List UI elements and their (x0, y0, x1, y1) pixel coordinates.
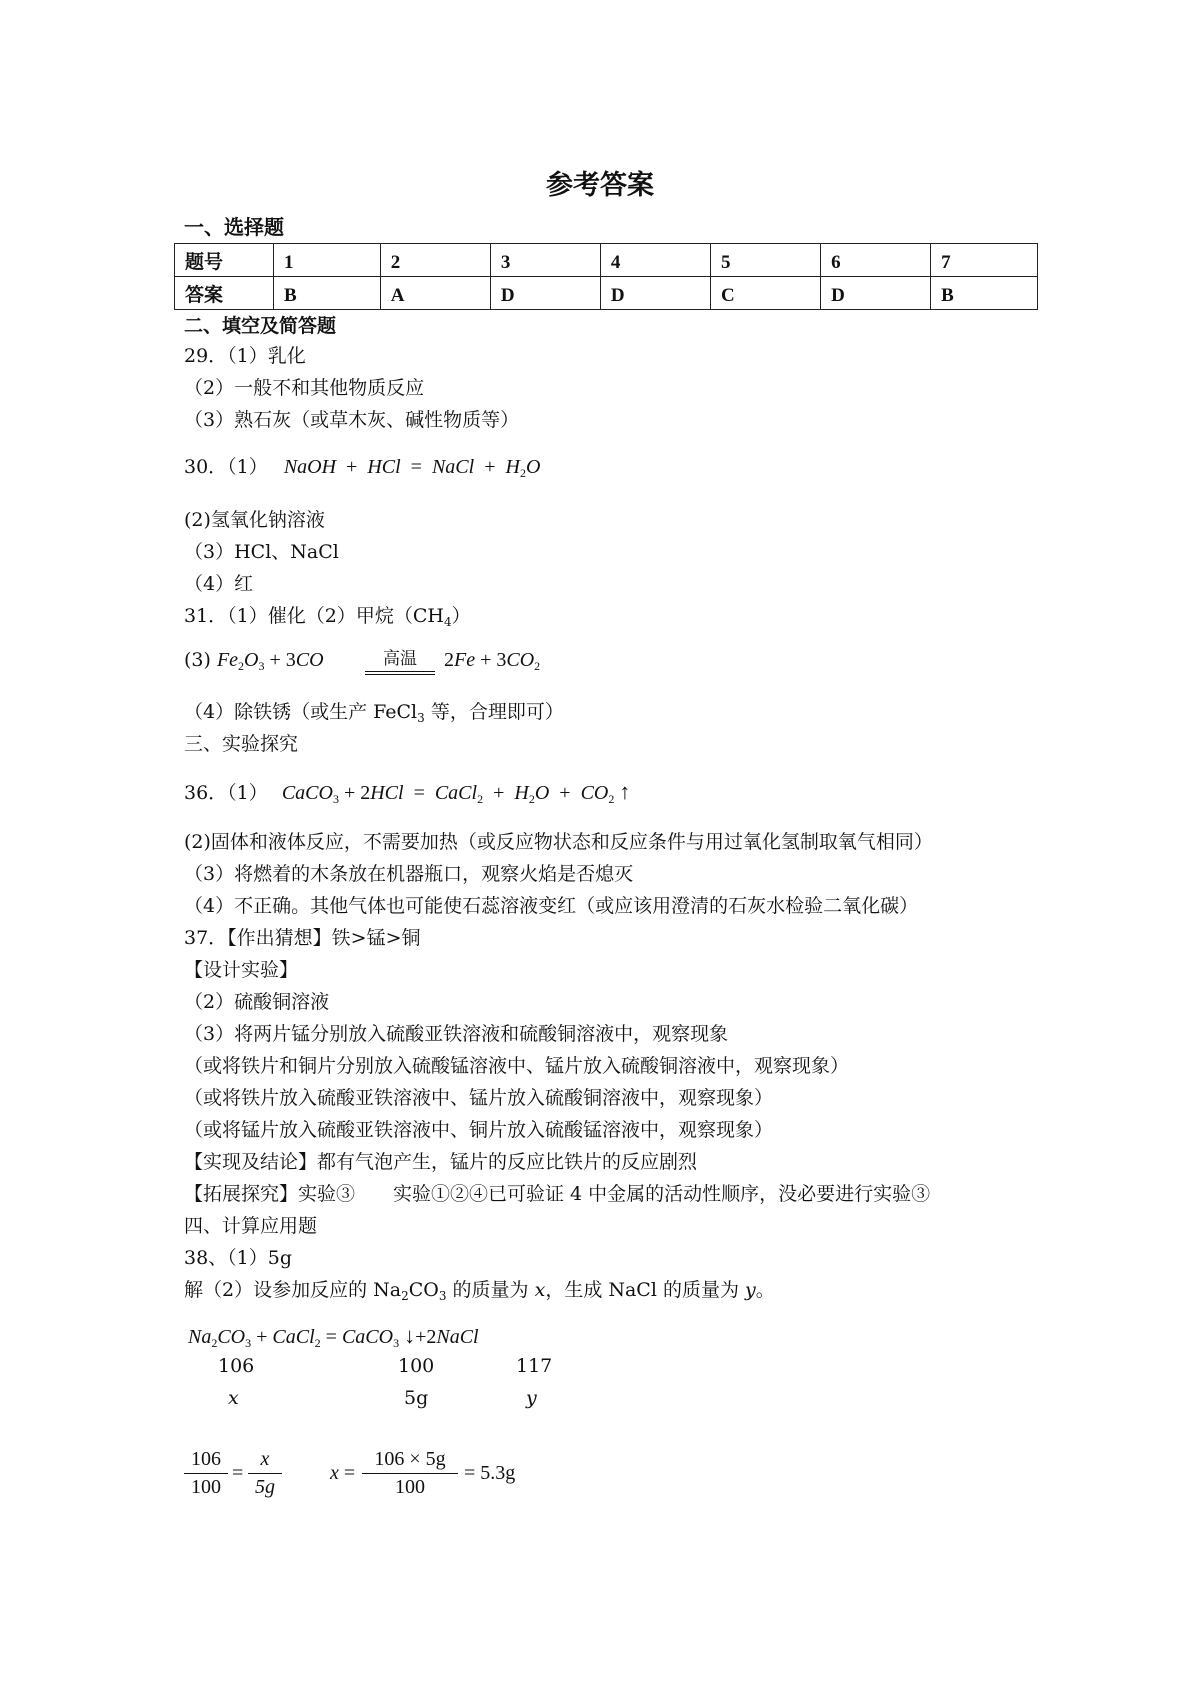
q37-line8: 【实现及结论】都有气泡产生，锰片的反应比铁片的反应剧烈 (184, 1151, 698, 1173)
page-title: 参考答案 (546, 170, 654, 201)
q37-line5: （或将铁片和铜片分别放入硫酸锰溶液中、锰片放入硫酸铜溶液中，观察现象） (184, 1055, 850, 1077)
coef: 2 (444, 649, 454, 671)
formula-o: O (534, 782, 550, 804)
q38-equation (188, 1324, 479, 1349)
subscript: 3 (438, 1289, 447, 1303)
q31-line4 (184, 700, 564, 724)
table-header-cell: 题号 (175, 244, 274, 277)
numerator: x (248, 1448, 282, 1474)
q38-l2-b: CO (408, 1279, 439, 1301)
q31-l4-b: 等，合理即可） (424, 701, 564, 723)
var-y-mass: y (526, 1387, 537, 1409)
subscript: 2 (238, 659, 245, 673)
high-temp-condition (365, 648, 435, 678)
fraction-x-5g (248, 1448, 282, 1499)
q37-line6: （或将铁片放入硫酸亚铁溶液中、锰片放入硫酸铜溶液中，观察现象） (184, 1087, 774, 1109)
q31-text-a: 31．（1）催化（2）甲烷（CH (184, 605, 444, 627)
q31-equation-products (444, 648, 540, 672)
formula-fe: Fe (216, 649, 239, 671)
formula-h: H (505, 456, 520, 478)
mass-100: 100 (398, 1355, 435, 1377)
q36-equation: CaCO$_3$ + 2HCl = CaCl$_2$ + $H_2O + CO_2$ ↑ (281, 779, 631, 806)
var-y: y (745, 1279, 756, 1301)
table-cell: 1 (274, 244, 381, 277)
formula-co2: CO (580, 782, 609, 804)
table-cell: 2 (380, 244, 490, 277)
numerator: 106 (184, 1448, 228, 1474)
subscript: 2 (314, 1336, 321, 1350)
plus-coef: +2 (415, 1326, 437, 1348)
formula-caco3: CaCO (281, 782, 333, 804)
table-cell: D (490, 277, 600, 310)
subscript: 2 (477, 792, 484, 806)
q30-line3: （3）HCl、NaCl (184, 541, 339, 563)
table-cell: D (600, 277, 710, 310)
plus-coef: + 3 (269, 649, 296, 671)
q31-line1 (184, 604, 471, 628)
q29-line1: 29．（1）乳化 (184, 345, 306, 367)
q37-line7: （或将锰片放入硫酸亚铁溶液中、铜片放入硫酸锰溶液中，观察现象） (184, 1119, 774, 1141)
fraction-106-100 (184, 1448, 228, 1499)
subscript: 4 (443, 615, 452, 629)
formula-nacl: NaCl (431, 456, 475, 478)
q31-products (444, 649, 540, 671)
formula-nacl: NaCl (436, 1326, 479, 1348)
formula-fe: Fe (454, 649, 476, 671)
equals-sign: = (232, 1462, 244, 1484)
table-cell: 7 (931, 244, 1038, 277)
formula-caco: CaCO (341, 1326, 394, 1348)
q37-line3: （2）硫酸铜溶液 (184, 991, 330, 1013)
q30-line4: （4）红 (184, 573, 254, 595)
q31-l4-a: （4）除铁锈（或生产 FeCl (184, 701, 418, 723)
table-row (175, 244, 1038, 277)
q31-equation-line (184, 648, 324, 672)
table-cell: D (821, 277, 931, 310)
formula-h: H (514, 782, 529, 804)
answer-table (174, 243, 1038, 310)
table-cell: 4 (600, 244, 710, 277)
q37-line2: 【设计实验】 (184, 959, 299, 981)
subscript: 2 (211, 1336, 218, 1350)
table-row (175, 277, 1038, 310)
value-5g: 5g (404, 1387, 429, 1409)
q38-l2-e: 。 (755, 1279, 775, 1301)
table-header-cell: 答案 (175, 277, 274, 310)
formula-hcl: HCl (367, 456, 401, 478)
mass-117: 117 (516, 1355, 553, 1377)
q37-line9: 【拓展探究】实验③ 实验①②④已可验证 4 中金属的活动性顺序，没必要进行实验③ (184, 1183, 931, 1205)
q38-line2 (184, 1278, 775, 1302)
formula-o: O (244, 649, 259, 671)
subscript: 2 (401, 1289, 409, 1303)
var-x: x (330, 1462, 339, 1484)
equals-sign: = (325, 1326, 337, 1348)
subscript: 3 (332, 792, 339, 806)
subscript: 2 (608, 792, 615, 806)
plus-coef: + 3 (480, 649, 507, 671)
table-cell: B (274, 277, 381, 310)
q36-line2: (2)固体和液体反应，不需要加热（或反应物状态和反应条件与用过氧化氢制取氧气相同） (184, 831, 933, 853)
formula-hcl: HCl (370, 782, 404, 804)
subscript: 3 (417, 711, 425, 725)
double-line (365, 671, 435, 675)
var-x-mass: x (228, 1387, 239, 1409)
q38-equation-text (188, 1323, 479, 1350)
section-experiment-heading: 三、实验探究 (184, 733, 299, 755)
q38-line1: 38、（1）5g (184, 1247, 293, 1269)
formula-cacl2: CaCl (434, 782, 478, 804)
numerator: 106 × 5g (362, 1448, 458, 1474)
table-cell: 5 (711, 244, 821, 277)
q38-l2-c: 的质量为 (446, 1279, 535, 1301)
q29-line2: （2）一般不和其他物质反应 (184, 377, 425, 399)
section-calc-heading: 四、计算应用题 (184, 1215, 318, 1237)
q31-equation (217, 649, 324, 671)
denominator: 100 (395, 1476, 425, 1498)
precipitate-arrow: ↓ (404, 1323, 416, 1348)
subscript: 3 (258, 659, 265, 673)
formula-naoh: NaOH (283, 456, 337, 478)
q37-line4: （3）将两片锰分别放入硫酸亚铁溶液和硫酸铜溶液中，观察现象 (184, 1023, 729, 1045)
q30-equation: NaOH + HCl = NaCl + $H_2O$ (283, 456, 541, 480)
subscript: 3 (393, 1336, 400, 1350)
q31-text-b: ） (451, 605, 471, 627)
q36-equation-line (184, 780, 630, 805)
subscript: 2 (519, 466, 526, 480)
q30-line2: (2)氢氧化钠溶液 (184, 509, 325, 531)
q37-line1: 37．【作出猜想】铁>锰>铜 (184, 927, 421, 949)
section-choice-heading: 一、选择题 (184, 215, 284, 239)
q30-prefix: 30．（1） (184, 456, 268, 478)
condition-label: 高温 (383, 649, 417, 669)
q36-prefix: 36．（1） (184, 782, 268, 804)
formula-o: O (525, 456, 541, 478)
q29-line3: （3）熟石灰（或草木灰、碱性物质等） (184, 409, 520, 431)
denominator: 5g (255, 1476, 275, 1498)
result-lhs: x = (330, 1462, 356, 1484)
fraction-calc (362, 1448, 458, 1499)
var-x: x (534, 1279, 546, 1301)
subscript: 2 (528, 792, 535, 806)
table-cell: A (380, 277, 490, 310)
q36-line4: （4）不正确。其他气体也可能使石蕊溶液变红（或应该用澄清的石灰水检验二氧化碳） (184, 895, 919, 917)
q38-l2-d: ，生成 NaCl 的质量为 (545, 1279, 745, 1301)
q38-l2-a: 解（2）设参加反应的 Na (184, 1279, 402, 1301)
formula-co: CO (295, 649, 324, 671)
subscript: 3 (245, 1336, 252, 1350)
formula-co: CO (217, 1326, 246, 1348)
result-value: = 5.3g (464, 1462, 516, 1484)
formula-cacl: CaCl (272, 1326, 315, 1348)
plus-coef: + 2 (343, 782, 371, 804)
subscript: 2 (534, 659, 541, 673)
denominator: 100 (191, 1476, 221, 1498)
q36-line3: （3）将燃着的木条放在机器瓶口，观察火焰是否熄灭 (184, 863, 634, 885)
gas-arrow: ↑ (619, 779, 631, 804)
mass-106: 106 (218, 1355, 255, 1377)
plus-sign: + (256, 1326, 268, 1348)
table-cell: B (931, 277, 1038, 310)
formula-na: Na (188, 1326, 212, 1348)
formula-co: CO (506, 649, 535, 671)
section-fill-heading: 二、填空及简答题 (184, 315, 337, 337)
q31-prefix: (3) (184, 649, 217, 671)
q30-equation-line (184, 455, 540, 479)
table-cell: 3 (490, 244, 600, 277)
table-cell: C (711, 277, 821, 310)
table-cell: 6 (821, 244, 931, 277)
